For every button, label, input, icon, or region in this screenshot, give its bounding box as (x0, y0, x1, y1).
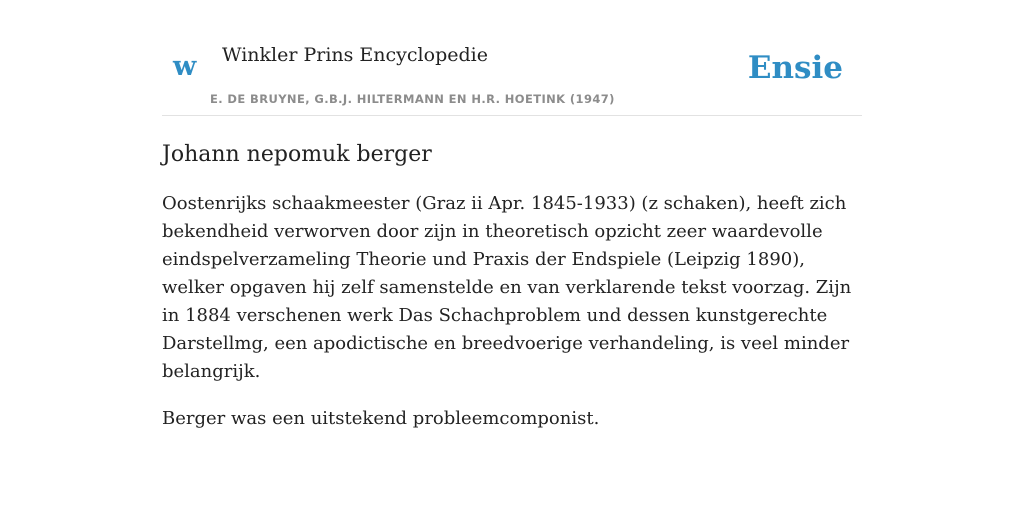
encyclopedia-logo[interactable]: w (173, 51, 197, 82)
header (162, 0, 862, 116)
article-title: Johann nepomuk berger (162, 142, 432, 167)
page (162, 0, 862, 433)
authors-line: E. DE BRUYNE, G.B.J. HILTERMANN EN H.R. HOETINK (1947) (210, 92, 615, 106)
article-paragraph: Berger was een uitstekend probleemcomponist. (162, 408, 600, 430)
ensie-logo-link[interactable]: Ensie (747, 50, 843, 86)
article-paragraph: Oostenrijks schaakmeester (Graz ii Apr. 1845-1933) (z schaken), heeft zich bekendheid verworven door zijn in theoretisch opzicht zeer waardevolle eindspelverzameling Theorie und Praxis der Endspiele (Leipzig 1890), welker opgaven hij zelf samenstelde en van verklarende tekst voorzag. Zijn in 1884 verschenen werk Das Schachproblem und dessen kunstgerechte Darstellmg, een apodictische en breedvoerige verhandeling, is veel minder belangrijk. (162, 193, 852, 383)
encyclopedia-title[interactable]: Winkler Prins Encyclopedie (222, 44, 488, 66)
